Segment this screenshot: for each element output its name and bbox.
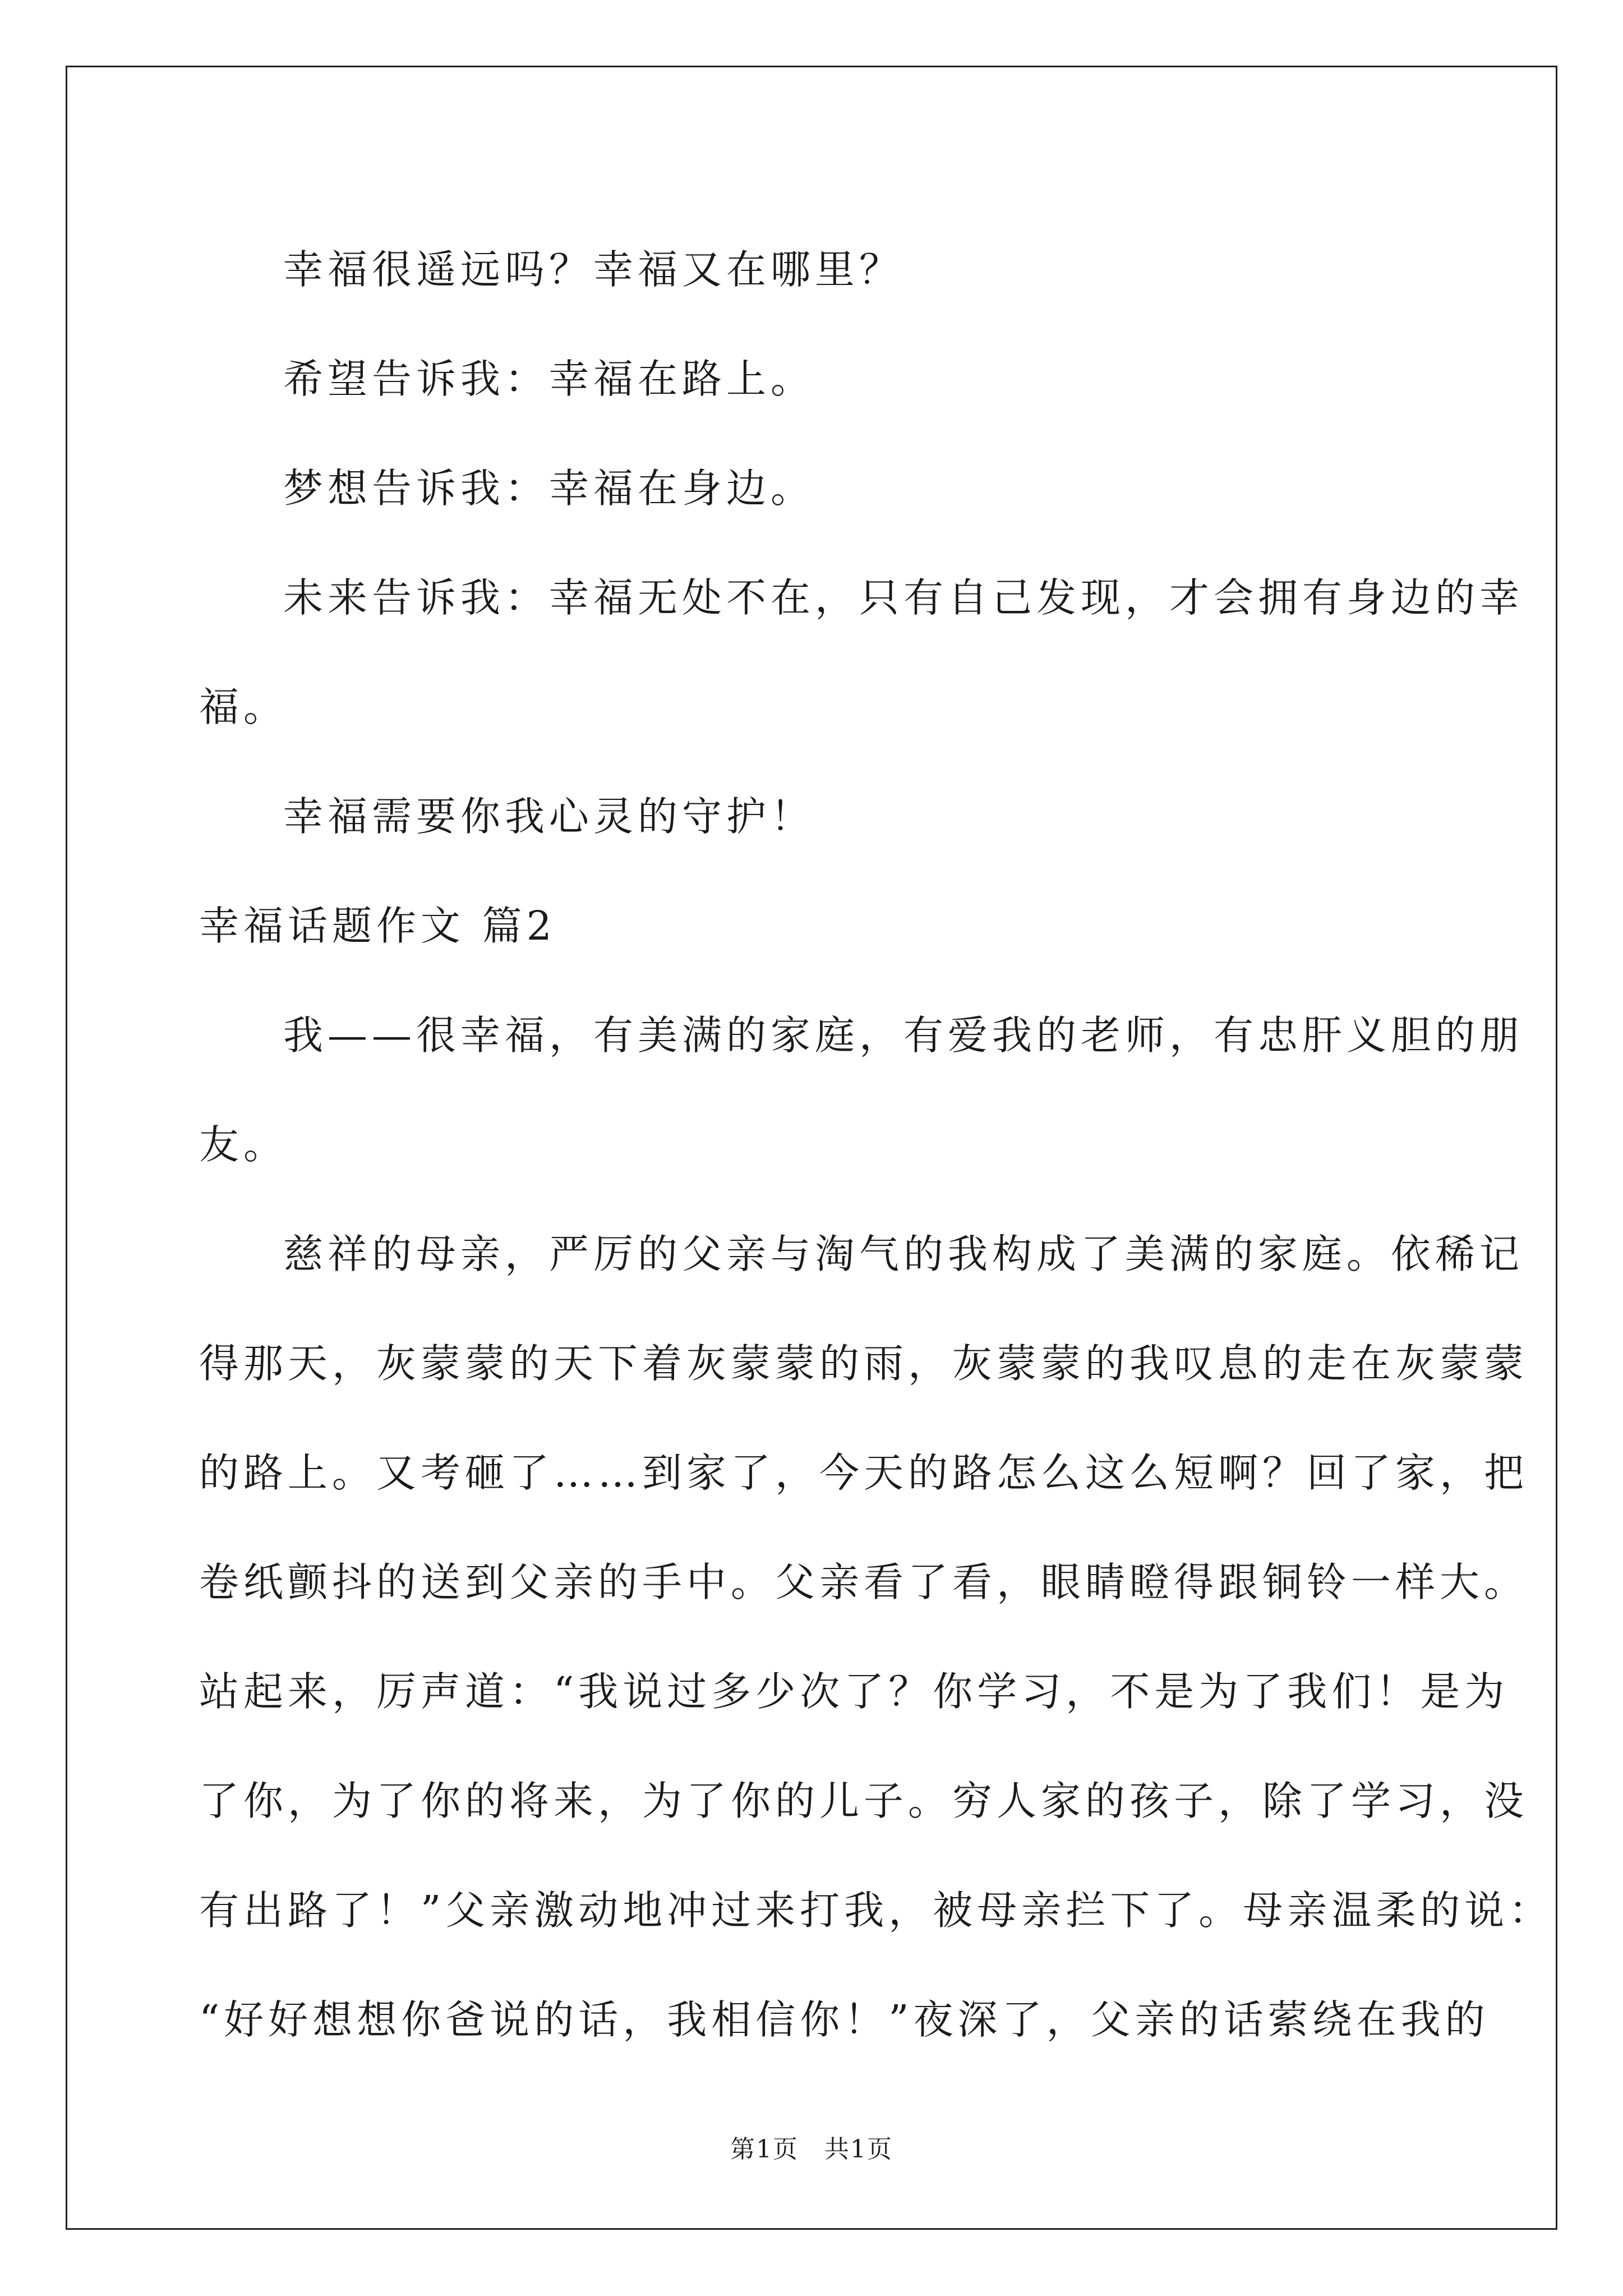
section-heading: 幸福话题作文 篇2 [199,903,556,949]
paragraph-line: 幸福需要你我心灵的守护！ [283,793,815,840]
paragraph-line: 有出路了！”父亲激动地冲过来打我，被母亲拦下了。母亲温柔的说： [199,1887,1553,1934]
paragraph-line: 友。 [199,1121,288,1168]
paragraph-line: 福。 [199,684,288,730]
paragraph-line: 站起来，厉声道：“我说过多少次了？你学习，不是为了我们！是为 [199,1668,1509,1715]
page-number: 第1页 共1页 [730,2135,893,2164]
paragraph-line: “好好想想你爸说的话，我相信你！”夜深了，父亲的话萦绕在我的 [199,1996,1490,2043]
paragraph-line: 了你，为了你的将来，为了你的儿子。穷人家的孩子，除了学习，没 [199,1778,1529,1824]
paragraph-line: 幸福很遥远吗？幸福又在哪里？ [283,246,904,293]
paragraph-line: 慈祥的母亲，严厉的父亲与淘气的我构成了美满的家庭。依稀记 [283,1231,1524,1277]
paragraph-line: 卷纸颤抖的送到父亲的手中。父亲看了看，眼睛瞪得跟铜铃一样大。 [199,1559,1529,1605]
page-footer [0,2133,1623,2166]
document-body [199,215,1553,2074]
paragraph-line: 我——很幸福，有美满的家庭，有爱我的老师，有忠肝义胆的朋 [283,1012,1524,1059]
paragraph-line: 希望告诉我：幸福在路上。 [283,356,815,402]
paragraph-line: 得那天，灰蒙蒙的天下着灰蒙蒙的雨，灰蒙蒙的我叹息的走在灰蒙蒙 [199,1340,1529,1387]
paragraph-line: 未来告诉我：幸福无处不在，只有自己发现，才会拥有身边的幸 [283,574,1524,621]
paragraph-line: 梦想告诉我：幸福在身边。 [283,465,815,512]
paragraph-line: 的路上。又考砸了……到家了，今天的路怎么这么短啊？回了家，把 [199,1450,1529,1496]
